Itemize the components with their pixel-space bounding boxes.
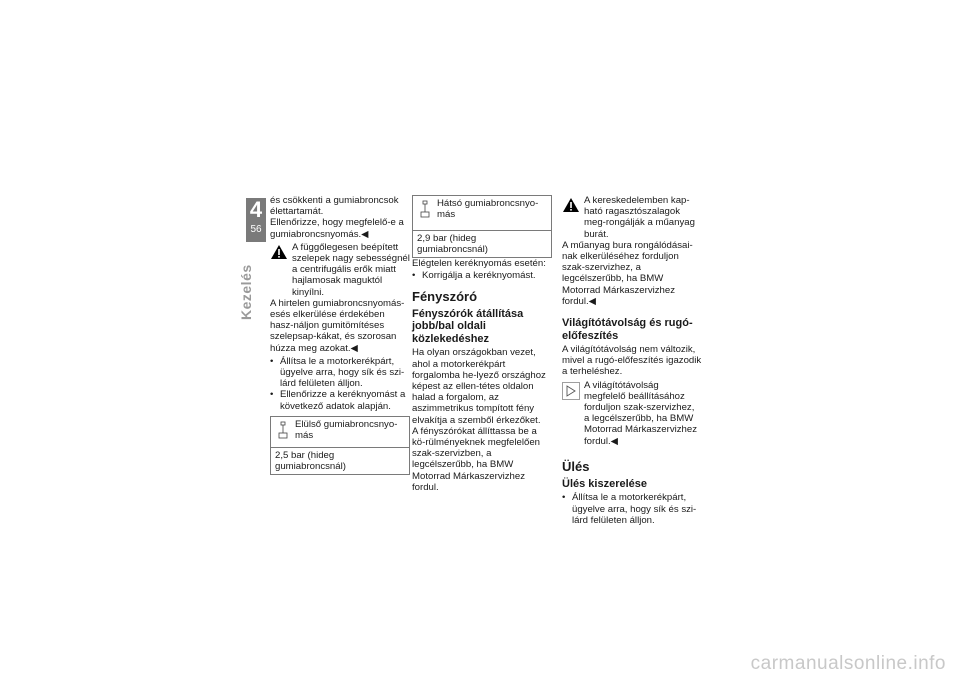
paragraph: és csökkenti a gumiabroncsok élettartamát. [270, 195, 399, 218]
page-number: 56 [250, 224, 262, 235]
rear-tyre-pressure-box [412, 195, 552, 258]
box-label: Elülső gumiabroncsnyo-más [295, 418, 398, 442]
tyre-pressure-icon [277, 421, 289, 439]
paragraph: A műanyag bura rongálódásai-nak elkerüléséhez forduljon szak-szervizhez, a legcélszerűbb, ha BMW Motorrad Márkaszervizhez fordul.◀ [562, 239, 693, 307]
subsection-heading: Világítótávolság és rugó-előfeszítés [562, 317, 693, 342]
bullet-list [562, 492, 702, 526]
chapter-tab [246, 198, 266, 242]
box-value: 2,9 bar (hideg gumiabroncsnál) [417, 233, 488, 256]
note-triangle-icon [562, 382, 580, 400]
front-tyre-pressure-box [270, 416, 410, 475]
box-label: Hátsó gumiabroncsnyo-más [437, 198, 539, 221]
bullet-list [270, 356, 410, 412]
section-heading: Ülés [562, 458, 590, 474]
warning-text: A kereskedelemben kap-ható ragasztószalagok meg-rongálják a műanyag burát. [584, 195, 695, 240]
warning-block [270, 242, 410, 298]
box-value: 2,5 bar (hideg gumiabroncsnál) [275, 449, 346, 473]
note-text: A világítótávolság megfelelő beállításához forduljon szak-szervizhez, a legcélszerűbb, ha BMW Motorrad Márkaszervizhez fordul.◀ [584, 379, 698, 447]
column-1 [270, 195, 410, 475]
paragraph: A fényszórókat állíttassa be a kö-rülményeknek megfelelően szak-szervizben, a legcélszerűbb, ha BMW Motorrad Márkaszervizhez fordul. [412, 425, 540, 493]
watermark: carmanualsonline.info [750, 653, 946, 674]
subsection-heading: Fényszórók átállítása jobb/bal oldali közlekedéshez [412, 307, 524, 345]
paragraph: A világítótávolság nem változik, mivel a rugó-előfeszítés igazodik a terheléshez. [562, 344, 702, 378]
warning-block [562, 195, 702, 240]
paragraph: Ellenőrizze, hogy megfelelő-e a gumiabroncsnyomás.◀ [270, 217, 404, 240]
list-item: • Állítsa le a motorkerékpárt, ügyelve arra, hogy sík és szi-lárd felületen álljon. [562, 492, 697, 526]
column-2 [412, 195, 552, 493]
chapter-number: 4 [249, 197, 263, 222]
list-item: • Korrigálja a keréknyomást. [412, 269, 536, 281]
paragraph: A hirtelen gumiabroncsnyomás-esés elkerülése érdekében hasz-náljon gumitömítéses szelepsap-kákat, és szorosan húzza meg azokat.◀ [270, 297, 405, 354]
paragraph: Elégtelen keréknyomás esetén: [412, 258, 546, 270]
subsection-heading: Ülés kiszerelése [562, 477, 648, 490]
tyre-pressure-icon [419, 200, 431, 218]
section-heading: Fényszóró [412, 288, 478, 304]
note-block [562, 380, 702, 447]
bullet-list [412, 270, 552, 281]
warning-text: A függőlegesen beépített szelepek nagy sebességnél a centrifugális erők miatt hajlamosak maguktól kinyílni. [292, 241, 410, 298]
list-item: • Ellenőrizze a keréknyomást a következő adatok alapján. [270, 389, 406, 412]
list-item: • Állítsa le a motorkerékpárt, ügyelve arra, hogy sík és szi-lárd felületen álljon. [270, 355, 405, 390]
column-3 [562, 195, 702, 526]
paragraph: Ha olyan országokban vezet, ahol a motorkerékpárt forgalomba he-lyező országhoz képest az ellen-tétes oldalon halad a forgalom, az aszimmetrikus tompított fény elvakítja a szemből érkezőket. [412, 347, 546, 426]
section-label: Kezelés [238, 264, 254, 320]
warning-icon [270, 244, 288, 260]
warning-icon [562, 197, 580, 213]
